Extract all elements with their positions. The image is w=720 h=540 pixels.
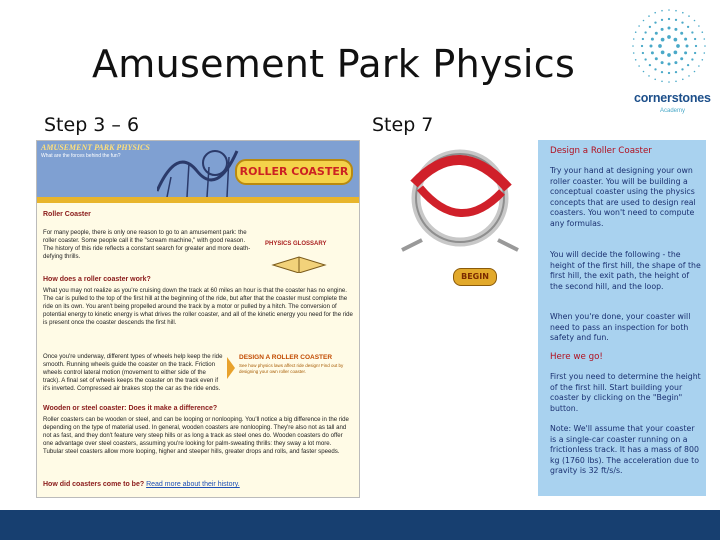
logo-dot bbox=[704, 45, 706, 47]
step-label-left: Step 3 – 6 bbox=[44, 114, 140, 136]
logo-dot bbox=[688, 75, 690, 77]
logo-dot bbox=[654, 68, 656, 70]
logo-dot bbox=[661, 28, 664, 31]
logo-dot bbox=[681, 21, 683, 23]
logo-dot bbox=[648, 75, 650, 77]
logo-dot bbox=[676, 44, 680, 48]
roller-coaster-webpage-screenshot bbox=[36, 140, 360, 498]
note-paragraph: Note: We'll assume that your coaster is a single-car coaster running on a frictionless track. It has a mass of 800 kg (1760 lbs). The acceleration due to gravity is 32 ft/s/s. bbox=[550, 424, 699, 476]
logo-dot bbox=[668, 27, 671, 30]
logo-dot bbox=[668, 9, 670, 11]
design-heading: Design a Roller Coaster bbox=[550, 146, 652, 156]
logo-dot bbox=[694, 71, 696, 73]
footer-bar bbox=[0, 510, 720, 540]
banner-stripe bbox=[37, 197, 359, 203]
logo-dot bbox=[682, 12, 684, 14]
inspection-paragraph: When you're done, your coaster will need to pass an inspection for both safety and fun. bbox=[550, 312, 691, 343]
logo-dot bbox=[661, 19, 663, 21]
logo-dot bbox=[667, 53, 671, 57]
logo-dot bbox=[687, 64, 689, 66]
logo-dot bbox=[643, 20, 645, 22]
logo-dot bbox=[682, 79, 684, 81]
here-we-go-heading: Here we go! bbox=[550, 352, 603, 362]
logo-dot bbox=[644, 31, 646, 33]
logo-dot bbox=[684, 38, 687, 41]
logo-dot bbox=[674, 38, 678, 42]
physics-glossary-link[interactable]: PHYSICS GLOSSARY bbox=[265, 241, 327, 247]
book-icon[interactable] bbox=[269, 251, 329, 273]
logo-dot bbox=[635, 59, 637, 61]
logo-dot bbox=[651, 38, 654, 41]
logo-dot bbox=[688, 15, 690, 17]
logo-dot bbox=[674, 51, 678, 55]
history-question: How did coasters come to be? bbox=[43, 481, 145, 488]
logo-dot bbox=[675, 10, 677, 12]
logo-dot bbox=[654, 79, 656, 81]
logo-dot bbox=[702, 59, 704, 61]
logo-dot bbox=[680, 32, 683, 35]
logo-dot bbox=[661, 38, 665, 42]
logo-dot bbox=[704, 52, 706, 54]
logo-dot bbox=[687, 26, 689, 28]
coaster-illustration-area bbox=[382, 140, 538, 496]
paragraph-wooden-steel: Roller coasters can be wooden or steel, and can be looping or nonlooping. You'll notice a big difference in the ride depending on the type of material used. In general, wooden coasters are nonlooping. They're also not as tall and not as fast, and they don't feature very steep hills or as long a track as steel ones do. Wooden coasters do offer one advantage over steel coasters, assuming you're looking for palm-sweating thrills: they sway a lot more. Tubular steel coasters allow more looping, higher and steeper hills, greater drops and rolls, and faster speeds. bbox=[43, 416, 349, 455]
question-heading-how: How does a roller coaster work? bbox=[43, 276, 151, 283]
logo-dot bbox=[661, 51, 665, 55]
logo-dot bbox=[675, 71, 677, 73]
first-hill-paragraph: First you need to determine the height of the first hill. Start building your coaster by clicking on the "Begin" button. bbox=[550, 372, 701, 413]
question-heading-history bbox=[43, 481, 240, 488]
logo-dot bbox=[648, 15, 650, 17]
intro-paragraph: For many people, there is only one reason to go to an amusement park: the roller coaster. Some people call it the "scream machine," with good reason. The history of this ride reflects a constant search for greater and more death-defying thrills. bbox=[43, 229, 251, 260]
logo-dot bbox=[675, 81, 677, 83]
logo-dot bbox=[694, 20, 696, 22]
logo-dot bbox=[675, 19, 677, 21]
logo-dot bbox=[691, 31, 693, 33]
paragraph-wheels: Once you're underway, different types of wheels help keep the ride smooth. Running wheels guide the coaster on the track. Friction wheels control lateral motion (movement to either side of the track). A final set of wheels keeps the coaster on the track even if it's inverted. Compressed air brakes stop the car as the ride ends. bbox=[43, 353, 223, 392]
logo-dot bbox=[698, 25, 700, 27]
banner-subtitle: What are the forces behind the fun? bbox=[41, 153, 121, 159]
logo-dot bbox=[698, 65, 700, 67]
logo-dot bbox=[635, 31, 637, 33]
logo-dot bbox=[661, 81, 663, 83]
logo-dot bbox=[695, 45, 697, 47]
logo-dot bbox=[668, 63, 671, 66]
logo-dot bbox=[654, 21, 656, 23]
logo-dot bbox=[658, 44, 662, 48]
logo-dot bbox=[649, 26, 651, 28]
logo-dot bbox=[684, 51, 687, 54]
logo-dot bbox=[661, 71, 663, 73]
logo-dot bbox=[651, 51, 654, 54]
question-heading-wooden-steel: Wooden or steel coaster: Does it make a difference? bbox=[43, 405, 218, 412]
logo-dot bbox=[650, 45, 653, 48]
logo-dot bbox=[642, 52, 644, 54]
logo-dot bbox=[681, 68, 683, 70]
logo-dot bbox=[649, 64, 651, 66]
intro-paragraph-right: Try your hand at designing your own roller coaster. You will be building a conceptual coaster using the physics concepts that are used to design real coasters. You won't need to compute any formulas. bbox=[550, 166, 696, 228]
logo-dot bbox=[694, 38, 696, 40]
page-banner bbox=[37, 141, 359, 203]
logo-dot bbox=[661, 61, 664, 64]
logo-dot bbox=[641, 45, 643, 47]
logo-dot bbox=[633, 38, 635, 40]
logo-dot bbox=[667, 35, 671, 39]
logo-dot bbox=[654, 12, 656, 14]
design-coaster-description: See how physics laws affect ride design! Find out by designing your own roller coaster. bbox=[239, 363, 344, 374]
logo-dot bbox=[691, 58, 693, 60]
decisions-paragraph: You will decide the following - the height of the first hill, the shape of the first hill, the exit path, the height of the second hill, and the loop. bbox=[550, 250, 701, 291]
begin-button[interactable]: BEGIN bbox=[453, 268, 497, 286]
logo-dot bbox=[655, 57, 658, 60]
history-link[interactable]: Read more about their history. bbox=[146, 481, 240, 488]
roller-coaster-badge: ROLLER COASTER bbox=[235, 159, 353, 185]
logo-dot bbox=[633, 52, 635, 54]
design-coaster-link[interactable]: DESIGN A ROLLER COASTER bbox=[239, 354, 333, 361]
logo-subtext: Academy bbox=[660, 108, 686, 114]
logo-dot bbox=[655, 32, 658, 35]
logo-dot bbox=[642, 38, 644, 40]
slide-title: Amusement Park Physics bbox=[92, 42, 576, 86]
paragraph-how-it-works: What you may not realize as you're cruising down the track at 60 miles an hour is that the coaster has no engine. The car is pulled to the top of the first hill at the beginning of the ride, but after that the coaster must complete the ride on its own. You aren't being propelled around the track by a motor or pulled by a hitch. The conversion of potential energy to kinetic energy is what drives the roller coaster, and all of the kinetic energy you need for the ride is present once the coaster descends the first hill. bbox=[43, 287, 353, 326]
logo-dot bbox=[694, 52, 696, 54]
logo-wordmark: cornerstones bbox=[634, 91, 711, 105]
logo-dot bbox=[644, 58, 646, 60]
roller-coaster-track-icon bbox=[157, 141, 247, 197]
logo-dot bbox=[674, 28, 677, 31]
logo-dot bbox=[638, 65, 640, 67]
section-heading: Roller Coaster bbox=[43, 211, 91, 218]
design-coaster-webpage-screenshot bbox=[382, 140, 706, 496]
logo-dot bbox=[702, 31, 704, 33]
logo-dot bbox=[668, 81, 670, 83]
logo-dot bbox=[632, 45, 634, 47]
banner-title: AMUSEMENT PARK PHYSICS bbox=[41, 143, 150, 152]
logo-dot bbox=[674, 61, 677, 64]
logo-dot bbox=[686, 45, 689, 48]
logo-dot bbox=[643, 71, 645, 73]
step-label-right: Step 7 bbox=[372, 114, 434, 136]
logo-dot bbox=[661, 10, 663, 12]
logo-dot bbox=[638, 25, 640, 27]
logo-dot bbox=[680, 57, 683, 60]
logo-dot bbox=[668, 18, 670, 20]
logo-dot bbox=[668, 72, 670, 74]
logo-dot bbox=[704, 38, 706, 40]
roller-coaster-loop-icon bbox=[382, 140, 538, 270]
